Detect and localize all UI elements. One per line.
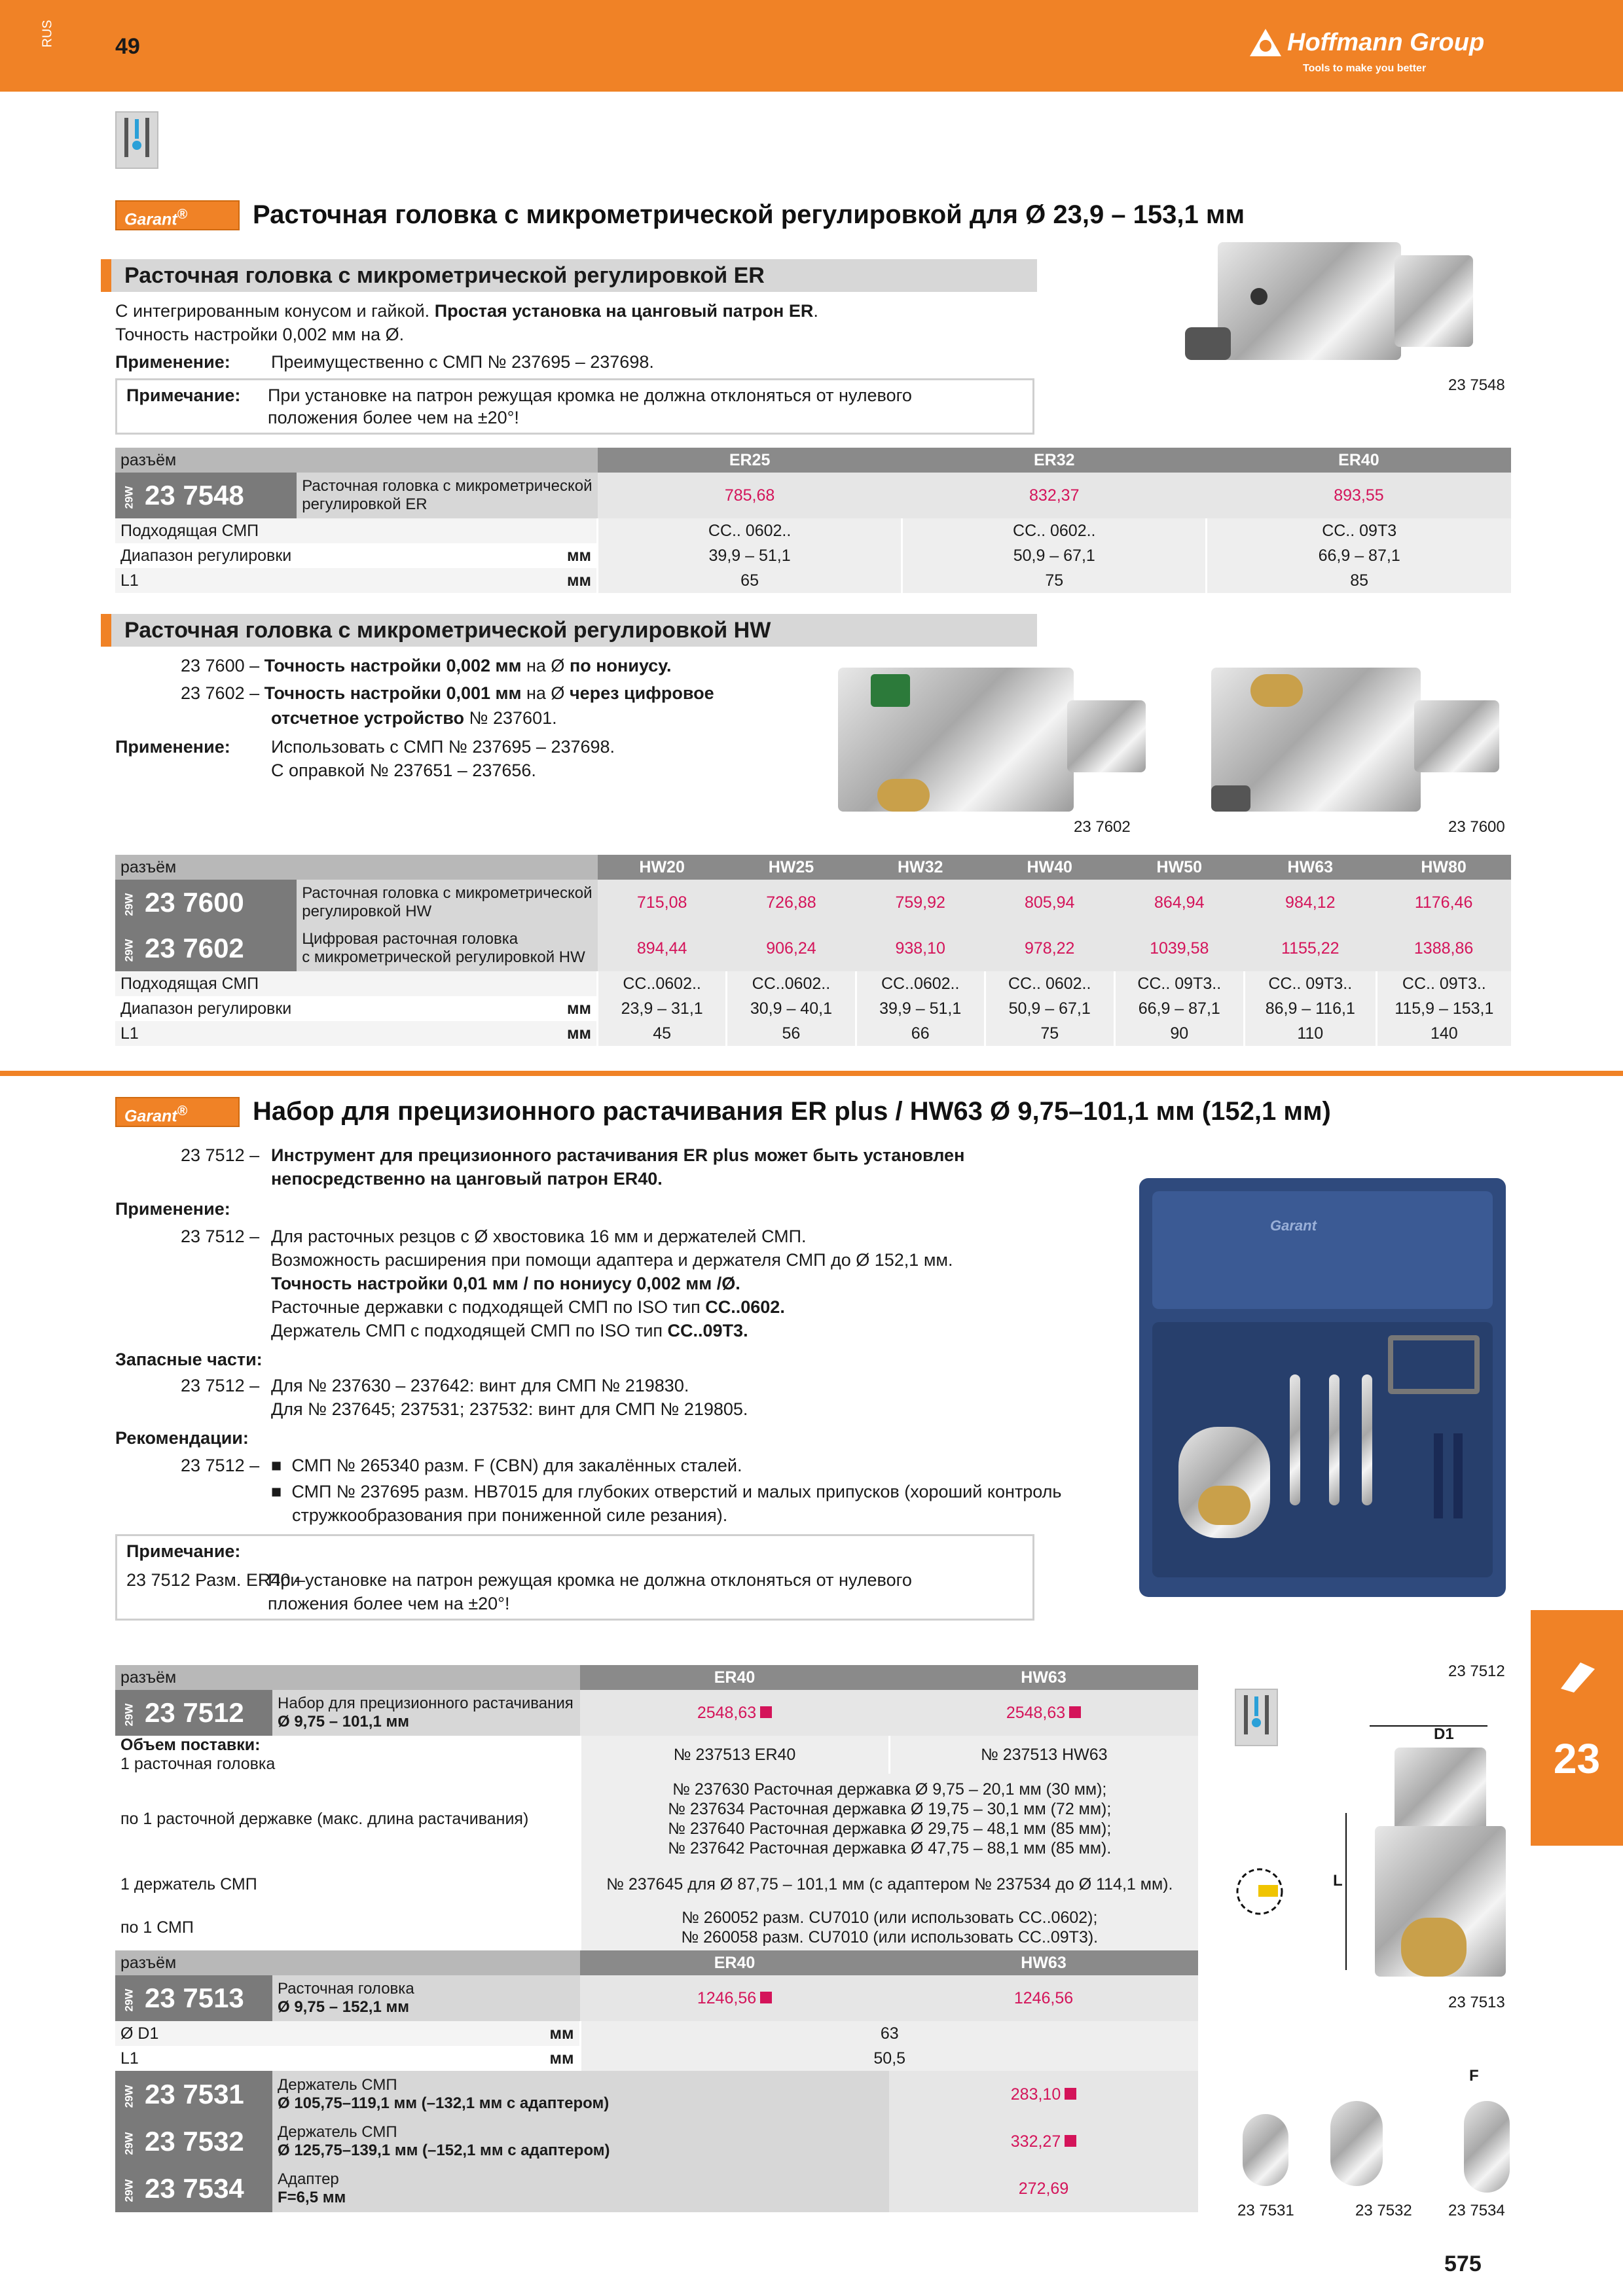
page-number-top: 49 [115,34,140,59]
er-app-label: Применение: [115,352,230,372]
head-caption: 23 7513 [1448,1994,1505,2011]
set-header-row [115,1665,1198,1690]
insert-holder-237531-image [1243,2114,1288,2186]
row-label: Подходящая СМП [115,518,297,543]
cell: CC.. 0602.. [985,971,1114,996]
row-label: Диапазон регулировки [115,543,297,568]
hw-col: HW50 [1114,855,1244,880]
section1-title: Расточная головка с микрометрической регулировкой для Ø 23,9 – 153,1 мм [253,200,1245,229]
brand-name: Hoffmann Group [1287,29,1485,56]
er-note-label: Примечание: [126,386,241,405]
er-app-text: Преимущественно с СМП № 237695 – 237698. [271,352,654,372]
set-note-line2: пложения более чем на ±20°! [268,1594,510,1613]
cell: 140 [1376,1021,1511,1046]
hw-row-l1 [115,1021,1511,1046]
hw-col: HW32 [856,855,985,880]
row-label: L1 [115,1021,297,1046]
cell: 65 [598,568,902,593]
hw-caption-237602: 23 7602 [1074,818,1131,836]
scope-label: Объем поставки: 1 расточная головка [115,1736,580,1774]
coolant-icon [1235,1689,1278,1746]
hw-table [115,855,1511,1046]
head-col: HW63 [889,1950,1198,1975]
page-number-bottom: 575 [1444,2251,1482,2276]
set-app5: Держатель СМП с подходящей СМП по ISO тип CC..09T3. [271,1321,748,1340]
hw-price: 1388,86 [1376,925,1511,971]
language-code: RUS [40,20,55,48]
cell: № 260052 разм. CU7010 (или использовать CC..0602); № 260058 разм. CU7010 (или использовать CC..09T3). [580,1905,1198,1950]
row-label: L1 [115,2046,272,2071]
cell: 39,9 – 51,1 [598,543,902,568]
d1-dimension-line [1370,1725,1487,1727]
er-price: 893,55 [1207,473,1511,518]
case-brand: Garant [1270,1217,1317,1234]
row-label: по 1 расточной державке (макс. длина растачивания) [115,1774,580,1864]
cell: 115,9 – 153,1 [1376,996,1511,1021]
er-col-er25: ER25 [598,448,902,473]
acc-row [115,2165,1198,2212]
row-label: Подходящая СМП [115,971,297,996]
er-note-line1: При установке на патрон режущая кромка не должна отклоняться от нулевого [268,386,912,405]
scope-head-row [115,1736,1198,1774]
head-article-desc: Расточная головка Ø 9,75 – 152,1 мм [272,1975,580,2021]
cell: 50,9 – 67,1 [985,996,1114,1021]
hw-app2: С оправкой № 237651 – 237656. [271,761,536,780]
set-note-art: 23 7512 Разм. ER40 – [126,1570,305,1590]
hw-price: 1176,46 [1376,880,1511,925]
set-rec2: ■ СМП № 237695 разм. HB7015 для глубоких отверстий и малых припусков (хороший контроль [271,1482,1062,1501]
boring-head-drawing [1362,1734,1506,1983]
hw-row-range [115,996,1511,1021]
boring-set-case-image [1139,1178,1506,1597]
section-separator [0,1071,1623,1076]
set-intro-art: 23 7512 – [181,1145,260,1165]
set-intro1: Инструмент для прецизионного растачивания ER plus может быть установлен [271,1145,965,1165]
caption-237531: 23 7531 [1237,2202,1294,2219]
cell: 45 [598,1021,727,1046]
er-row-insert [115,518,1511,543]
hw-price: 759,92 [856,880,985,925]
er-subhead: Расточная головка с микрометрической регулировкой ER [101,259,1037,292]
hw-article-desc: Расточная головка с микрометрической регулировкой HW [297,880,597,925]
section-tab [1531,1610,1623,1846]
set-note-label: Примечание: [126,1541,241,1561]
hw-col: HW40 [985,855,1114,880]
er-price: 785,68 [598,473,902,518]
hw-price: 938,10 [856,925,985,971]
row-label: Диапазон регулировки [115,996,297,1021]
acc-desc: Держатель СМП Ø 105,75–119,1 мм (–132,1 мм с адаптером) [272,2071,889,2118]
rotation-icon [1228,1860,1291,1923]
head-article-row [115,1975,1198,2021]
set-spare-art: 23 7512 – [181,1376,260,1395]
set-note-line1: При установке на патрон режущая кромка не должна отклоняться от нулевого [268,1570,912,1590]
cell: № 237513 HW63 [889,1736,1198,1774]
cell: CC..0602.. [856,971,985,996]
cell: CC.. 0602.. [598,518,902,543]
set-app3: Точность настройки 0,01 мм / по нониусу 0,002 мм /Ø. [271,1274,740,1293]
set-intro2: непосредственно на цанговый патрон ER40. [271,1169,663,1189]
cell: CC.. 09T3.. [1376,971,1511,996]
hw-price: 715,08 [598,880,727,925]
set-spare-label: Запасные части: [115,1350,263,1369]
row-label: L1 [115,568,297,593]
acc-desc: Адаптер F=6,5 мм [272,2165,889,2212]
cell: 66,9 – 87,1 [1114,996,1244,1021]
er-header-row [115,448,1511,473]
acc-article-number: 29W 23 7532 [115,2118,272,2165]
acc-row [115,2071,1198,2118]
cell: CC.. 0602.. [902,518,1207,543]
hw-row-insert [115,971,1511,996]
l-label: L [1333,1872,1343,1890]
cell: 86,9 – 116,1 [1244,996,1376,1021]
l1-row [115,2046,1198,2071]
garant-badge: Garant® [115,200,240,230]
hw-header-label: разъём [115,855,598,880]
cell: CC.. 09T3 [1207,518,1511,543]
cell: 30,9 – 40,1 [727,996,856,1021]
row-label: по 1 СМП [115,1905,580,1950]
set-price: 2548,63 [889,1690,1198,1736]
head-header-row [115,1950,1198,1975]
er-col-er40: ER40 [1207,448,1511,473]
row-unit: мм [272,2021,580,2046]
insert-row [115,1905,1198,1950]
set-app-label: Применение: [115,1199,230,1219]
cell: 63 [580,2021,1198,2046]
insert-holder-237532-image [1330,2101,1383,2186]
acc-price: 332,27 [889,2118,1198,2165]
er-article-desc: Расточная головка с микрометрической регулировкой ER [297,473,597,518]
brand-tagline: Tools to make you better [1303,63,1427,74]
acc-price: 272,69 [889,2165,1198,2212]
adapter-237534-image [1464,2101,1510,2193]
acc-article-number: 29W 23 7531 [115,2071,272,2118]
set-article-number: 29W 23 7512 [115,1690,272,1736]
acc-row [115,2118,1198,2165]
set-rec-art: 23 7512 – [181,1456,260,1475]
row-unit: мм [272,2046,580,2071]
cell: 39,9 – 51,1 [856,996,985,1021]
section2-title: Набор для прецизионного растачивания ER plus / HW63 Ø 9,75–101,1 мм (152,1 мм) [253,1097,1331,1126]
er-header-label: разъём [115,448,598,473]
cell: 75 [902,568,1207,593]
hw-price: 984,12 [1244,880,1376,925]
hw-price: 894,44 [598,925,727,971]
set-article-row [115,1690,1198,1736]
hw-price: 1155,22 [1244,925,1376,971]
set-header-label: разъём [115,1665,580,1690]
hw-line3: отсчетное устройство № 237601. [271,708,557,728]
cell: № 237513 ER40 [580,1736,889,1774]
hw-line2: 23 7602 – Точность настройки 0,001 мм на Ø через цифровое [181,683,714,703]
set-caption: 23 7512 [1448,1662,1505,1680]
cell: CC.. 09T3.. [1114,971,1244,996]
hw-col: HW80 [1376,855,1511,880]
hw-app-label: Применение: [115,737,230,757]
er-article-number: 29W 23 7548 [115,473,297,518]
set-price: 2548,63 [580,1690,889,1736]
cell: CC..0602.. [598,971,727,996]
hw-price: 978,22 [985,925,1114,971]
row-label: 1 держатель СМП [115,1864,580,1905]
cell: 66,9 – 87,1 [1207,543,1511,568]
set-col: HW63 [889,1665,1198,1690]
d1-row [115,2021,1198,2046]
holder-row [115,1864,1198,1905]
hw-article-row [115,925,1511,971]
er-row-range [115,543,1511,568]
row-unit: мм [297,996,597,1021]
cell: 90 [1114,1021,1244,1046]
hw-price: 1039,58 [1114,925,1244,971]
set-app4: Расточные державки с подходящей СМП по ISO тип CC..0602. [271,1297,785,1317]
hw-col: HW63 [1244,855,1376,880]
caption-237532: 23 7532 [1355,2202,1412,2219]
cell: 66 [856,1021,985,1046]
er-image-caption: 23 7548 [1448,376,1505,394]
hw-head-image [1198,661,1512,818]
hw-col: HW20 [598,855,727,880]
hw-col: HW25 [727,855,856,880]
set-spare1: Для № 237630 – 237642: винт для СМП № 219830. [271,1376,689,1395]
cell: 56 [727,1021,856,1046]
row-unit: мм [297,568,597,593]
acc-desc: Держатель СМП Ø 125,75–139,1 мм (–152,1 мм с адаптером) [272,2118,889,2165]
hw-header-row [115,855,1511,880]
er-row-l1 [115,568,1511,593]
set-note [115,1534,1034,1621]
hw-price: 906,24 [727,925,856,971]
l-dimension-line [1345,1813,1347,1970]
er-col-er32: ER32 [902,448,1207,473]
er-desc-line1: С интегрированным конусом и гайкой. Простая установка на цанговый патрон ER. [115,301,818,321]
cell: № 237630 Расточная державка Ø 9,75 – 20,1 мм (30 мм); № 237634 Расточная державка Ø 19,75 – 30,1 мм (72 мм); № 237640 Расточная державка Ø 29,75 – 48,1 мм (85 мм); № 237642 Расточная державка Ø 47,75 – 88,1 мм (85 мм). [580,1774,1198,1864]
head-article-number: 29W 23 7513 [115,1975,272,2021]
caption-237534: 23 7534 [1448,2202,1505,2219]
boring-tool-icon [1554,1656,1600,1695]
hw-app1: Использовать с СМП № 237695 – 237698. [271,737,615,757]
hw-digital-head-image [825,661,1159,818]
hw-article-number: 29W 23 7600 [115,880,297,925]
hw-article-row [115,880,1511,925]
er-article-row [115,473,1511,518]
hw-price: 726,88 [727,880,856,925]
row-unit: мм [297,543,597,568]
hw-price: 805,94 [985,880,1114,925]
set-app1: Для расточных резцов с Ø хвостовика 16 мм и держателей СМП. [271,1227,807,1246]
head-price: 1246,56 [889,1975,1198,2021]
garant-badge: Garant® [115,1097,240,1127]
cell: CC..0602.. [727,971,856,996]
cell: 50,9 – 67,1 [902,543,1207,568]
scope-bar-row [115,1774,1198,1864]
set-spare2: Для № 237645; 237531; 237532: винт для СМП № 219805. [271,1399,748,1419]
cell: CC.. 09T3.. [1244,971,1376,996]
head-price: 1246,56 [580,1975,889,2021]
hw-line1: 23 7600 – Точность настройки 0,002 мм на Ø по нониусу. [181,656,672,675]
er-boring-head-image [1178,236,1486,373]
coolant-icon [115,111,158,169]
hw-article-desc: Цифровая расточная головка с микрометрической регулировкой HW [297,925,597,971]
hw-article-number: 29W 23 7602 [115,925,297,971]
cell: 110 [1244,1021,1376,1046]
acc-article-number: 29W 23 7534 [115,2165,272,2212]
f-label: F [1469,2067,1479,2085]
row-label: Ø D1 [115,2021,272,2046]
er-price: 832,37 [902,473,1207,518]
d1-label: D1 [1434,1725,1454,1743]
set-table [115,1665,1198,2212]
row-unit [297,518,597,543]
set-rec-label: Рекомендации: [115,1428,249,1448]
set-app2: Возможность расширения при помощи адаптера и держателя СМП до Ø 152,1 мм. [271,1250,953,1270]
set-col: ER40 [580,1665,889,1690]
cell: 23,9 – 31,1 [598,996,727,1021]
cell: № 237645 для Ø 87,75 – 101,1 мм (с адаптером № 237534 до Ø 114,1 мм). [580,1864,1198,1905]
row-unit: мм [297,1021,597,1046]
set-article-desc: Набор для прецизионного растачивания Ø 9,75 – 101,1 мм [272,1690,580,1736]
cell: 50,5 [580,2046,1198,2071]
cell: 85 [1207,568,1511,593]
hoffmann-logo-icon [1247,26,1284,59]
hw-subhead: Расточная головка с микрометрической регулировкой HW [101,614,1037,647]
hw-price: 864,94 [1114,880,1244,925]
row-unit [297,971,597,996]
tab-number: 23 [1553,1735,1601,1782]
head-header-label: разъём [115,1950,580,1975]
er-note-line2: положения более чем на ±20°! [268,408,519,427]
set-app-art: 23 7512 – [181,1227,260,1246]
er-note [115,378,1034,435]
set-rec3: стружкообразования при пониженной силе резания). [292,1505,728,1525]
acc-price: 283,10 [889,2071,1198,2118]
head-col: ER40 [580,1950,889,1975]
er-desc-line2: Точность настройки 0,002 мм на Ø. [115,325,405,344]
hw-caption-237600: 23 7600 [1448,818,1505,836]
cell: 75 [985,1021,1114,1046]
set-rec1: ■ СМП № 265340 разм. F (CBN) для закалённых сталей. [271,1456,742,1475]
er-table [115,448,1511,593]
